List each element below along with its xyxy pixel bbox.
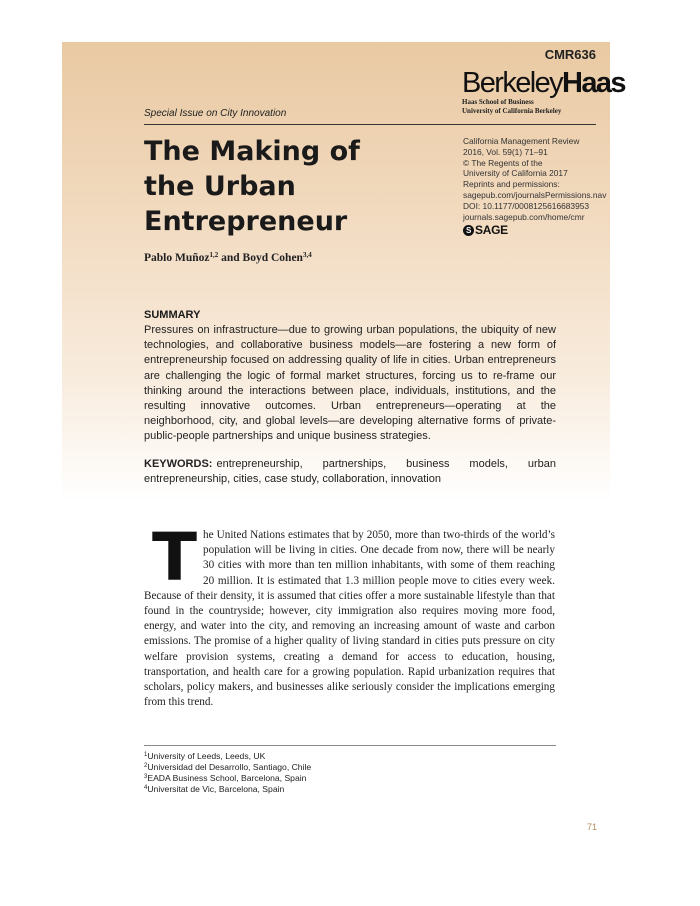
footnote-item [144,762,311,773]
keywords-label: KEYWORDS: [144,458,213,470]
footnote-number: 3 [144,774,148,780]
author-conjunction: and [221,252,240,264]
journal-copyright-holder: University of California 2017 [463,168,568,179]
logo-wordmark [462,67,625,99]
article-code: CMR636 [544,47,596,62]
footnote-item [144,751,311,762]
title-line: The Making of [144,136,360,167]
author-line [144,252,312,264]
footnote-number: 1 [144,752,148,758]
logo-berkeley: Berkeley [462,67,563,99]
journal-name: California Management Review [463,136,580,146]
logo-subtitle-university: University of California Berkeley [462,106,562,115]
footnote-number: 4 [144,785,148,791]
sage-s-icon: S [463,225,474,236]
journal-volume: 2016, Vol. 59(1) 71–91 [463,146,548,157]
summary-heading: SUMMARY [144,309,201,321]
title-line: Entrepreneur [144,206,348,237]
logo-subtitle-school: Haas School of Business [462,98,534,106]
drop-cap: T [152,519,198,596]
footnote-text: Universidad del Desarrollo, Santiago, Chile [147,762,312,772]
header-rule [144,124,596,125]
article-title [144,134,384,239]
footnote-rule [144,745,556,746]
footnote-item [144,773,311,784]
summary-text: Pressures on infrastructure—due to growing urban populations, the ubiquity of new technologies, and collaborative business models—are fostering a new form of entrepreneurship focused on addressing quality of life in cities. Urban entrepreneurs are challenging the logic of formal market structures, forcing us to re-frame our thinking around the interactions between place, individuals, institutions, and the resulting innovative outcomes. Urban entrepreneurs—operating at the neighborhood, city, and global levels—are developing alternative forms of private-public-people partnerships and unique business strategies. [144,324,556,443]
footnote-text: EADA Business School, Barcelona, Spain [147,773,307,783]
journal-homepage-link[interactable]: journals.sagepub.com/home/cmr [463,211,585,222]
footnotes [144,751,311,795]
author-affiliation-sup: 3,4 [302,251,312,259]
special-issue-label: Special Issue on City Innovation [144,108,287,119]
author-name: Boyd Cohen [242,252,303,264]
author-affiliation-sup: 1,2 [209,251,219,259]
author-name: Pablo Muñoz [144,252,210,264]
logo-haas: Haas [562,67,625,99]
journal-info [463,136,609,236]
journal-copyright: © The Regents of the [463,157,543,168]
berkeley-haas-logo [462,67,625,115]
footnote-text: Universitat de Vic, Barcelona, Spain [147,784,285,794]
journal-doi[interactable]: DOI: 10.1177/0008125616683953 [463,200,590,211]
article-first-page [62,42,625,862]
journal-permissions-link[interactable]: sagepub.com/journalsPermissions.nav [463,189,607,200]
footnote-item [144,784,311,795]
keywords-block [144,457,556,487]
page-number: 71 [587,822,598,832]
keywords-text: entrepreneurship, partnerships, business models, urban entrepreneurship, cities, case study, collaboration, innovation [144,458,556,486]
journal-reprints: Reprints and permissions: [463,179,560,190]
sage-wordmark: SAGE [475,223,508,238]
body-text: he United Nations estimates that by 2050, more than two-thirds of the world’s population will be living in cities. One decade from now, there will be nearly 30 cities with more than ten million inhabitants, with some of them reaching 20 million. It is estimated that 1.3 million people move to cities every week. Because of their density, it is assumed that cities offer a more sustainable lifestyle than that found in the countryside; however, city immigration also requires moving more food, energy, and water into the city, and removing an increasing amount of waste and carbon emissions. The promise of a higher quality of living standard in cities puts pressure on city welfare provision systems, creating a demand for access to education, housing, transportation, and health care for a growing population. Rapid urbanization requires that scholars, policy makers, and businesses alike seriously consider the implications emerging from this trend. [144,529,555,709]
sage-logo [463,225,609,236]
title-line: the Urban [144,171,296,202]
body-paragraph [144,519,555,710]
footnote-text: University of Leeds, Leeds, UK [147,751,266,761]
footnote-number: 2 [144,763,148,769]
